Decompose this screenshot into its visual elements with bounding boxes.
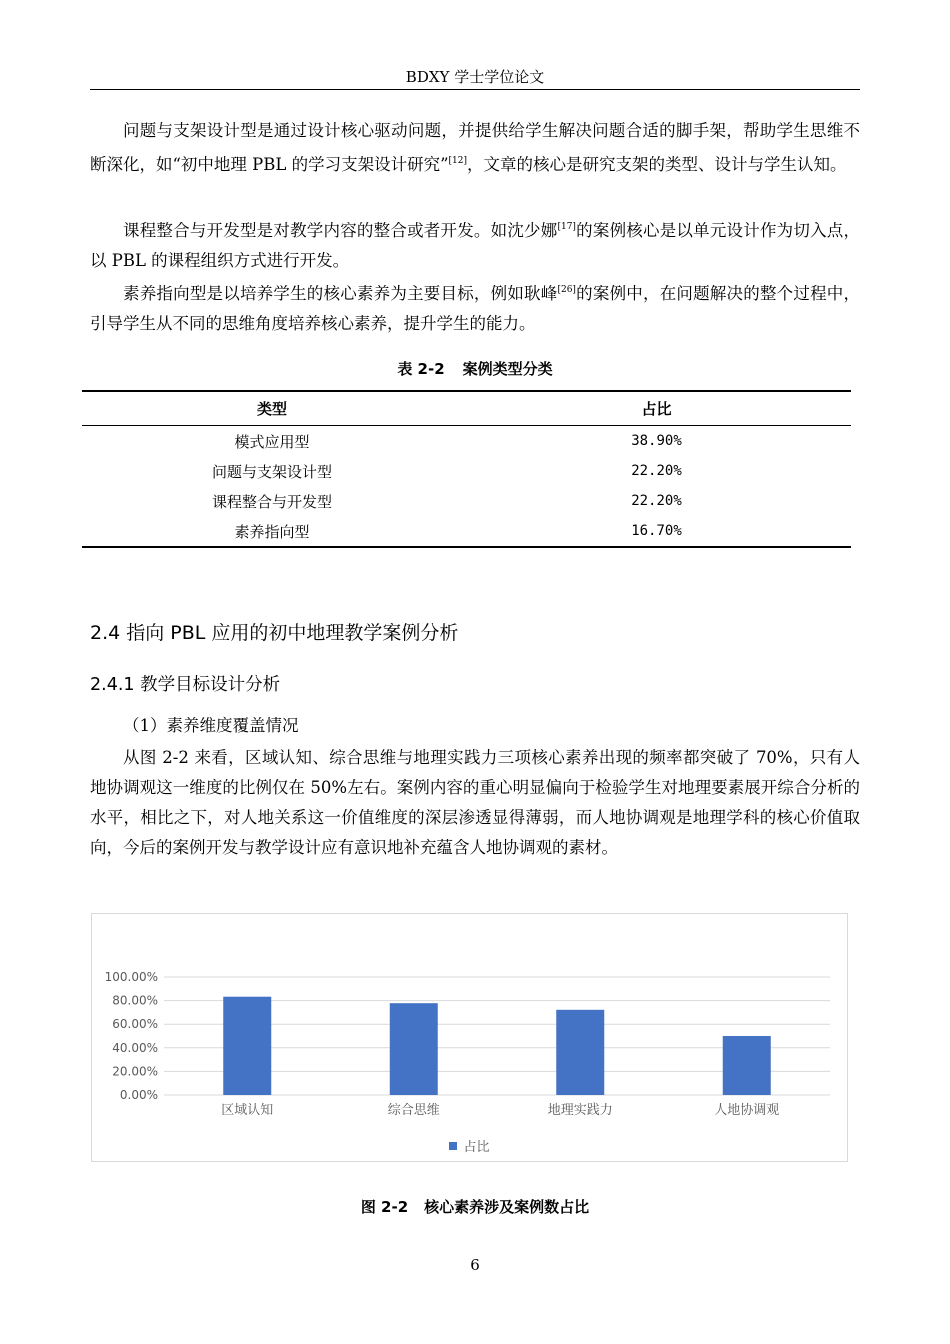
paragraph-text: 问题与支架设计型是通过设计核心驱动问题，并提供给学生解决问题合适的脚手架，帮助学生思维不断深化，如“初中地理 PBL 的学习支架设计研究” [90, 121, 860, 174]
paragraph-literacy-coverage: 从图 2-2 来看，区域认知、综合思维与地理实践力三项核心素养出现的频率都突破了 70%，只有人地协调观这一维度的比例仅在 50%左右。案例内容的重心明显偏向于检验学生对地理要素展开综合分析的水平，相比之下，对人地关系这一价值维度的深层渗透显得薄弱，而人地协调观是地理学科的核心价值取向，今后的案例开发与教学设计应有意识地补充蕴含人地协调观的素材。 [90, 748, 860, 857]
bar [390, 1003, 438, 1095]
table-row [82, 486, 851, 516]
paragraph-text: ，文章的核心是研究支架的类型、设计与学生认知。 [467, 155, 847, 174]
figure-caption-label: 图 2-2 [360, 1198, 409, 1216]
subsection-heading: 2.4.1 教学目标设计分析 [90, 675, 281, 695]
case-type-table [82, 390, 851, 548]
x-tick-label: 区域认知 [221, 1103, 274, 1118]
table-header-row [82, 391, 851, 426]
header-rule [90, 89, 860, 90]
bar-chart [91, 913, 848, 1162]
paragraph-text: 的案例中，在问题解决的整个过程中，引导学生从不同的思维角度培养核心素养，提升学生的能力。 [90, 284, 861, 333]
citation-26: [26] [557, 285, 576, 295]
figure-caption-title: 核心素养涉及案例数占比 [424, 1198, 590, 1216]
citation-17: [17] [557, 222, 576, 232]
page-header: BDXY 学士学位论文 [405, 68, 545, 86]
cell-type: 素养指向型 [82, 516, 462, 547]
table-caption-label: 表 2-2 [397, 360, 445, 378]
legend-label: 占比 [463, 1140, 490, 1155]
cell-share: 38.90% [631, 433, 682, 449]
figure-caption [90, 1196, 860, 1217]
cell-type: 问题与支架设计型 [211, 462, 332, 481]
y-tick-label: 80.00% [112, 993, 158, 1008]
page-number: 6 [470, 1256, 480, 1274]
cell-share: 16.70% [462, 516, 851, 547]
bar [723, 1036, 771, 1095]
table-row [82, 426, 851, 457]
section-heading: 2.4 指向 PBL 应用的初中地理教学案例分析 [90, 622, 459, 644]
chart-legend [92, 1136, 847, 1155]
x-tick-label: 人地协调观 [714, 1103, 780, 1118]
column-header-type: 类型 [82, 391, 462, 426]
sub-subheading: （1）素养维度覆盖情况 [123, 716, 299, 735]
x-tick-label: 地理实践力 [547, 1103, 613, 1118]
table-caption-title: 案例类型分类 [462, 360, 553, 378]
cell-type: 课程整合与开发型 [211, 492, 332, 511]
cell-share: 22.20% [631, 463, 682, 479]
paragraph-literacy-type [90, 275, 860, 339]
y-tick-label: 60.00% [112, 1017, 158, 1032]
cell-type: 模式应用型 [234, 432, 310, 451]
paragraph-text: 素养指向型是以培养学生的核心素养为主要目标，例如耿峰 [123, 284, 558, 303]
cell-share: 22.20% [631, 493, 682, 509]
y-tick-label: 100.00% [104, 970, 158, 984]
bar [556, 1010, 604, 1095]
paragraph-text: 的案例核心是以单元设计作为切入点，以 PBL 的课程组织方式进行开发。 [90, 221, 861, 270]
paragraph-scaffold-type [90, 116, 860, 180]
paragraph-curriculum-type [90, 212, 860, 276]
bar [223, 997, 271, 1095]
table-row [82, 516, 851, 547]
y-tick-label: 20.00% [112, 1064, 158, 1079]
x-tick-label: 综合思维 [387, 1103, 440, 1118]
citation-12: [12] [448, 156, 468, 166]
paragraph-text: 课程整合与开发型是对教学内容的整合或者开发。如沈少娜 [123, 221, 558, 240]
y-tick-label: 40.00% [112, 1040, 158, 1055]
y-tick-label: 0.00% [119, 1088, 158, 1102]
table-row [82, 456, 851, 486]
legend-swatch [449, 1142, 457, 1150]
column-header-share: 占比 [462, 391, 851, 426]
chart-canvas [92, 914, 847, 1161]
table-caption [90, 358, 860, 379]
